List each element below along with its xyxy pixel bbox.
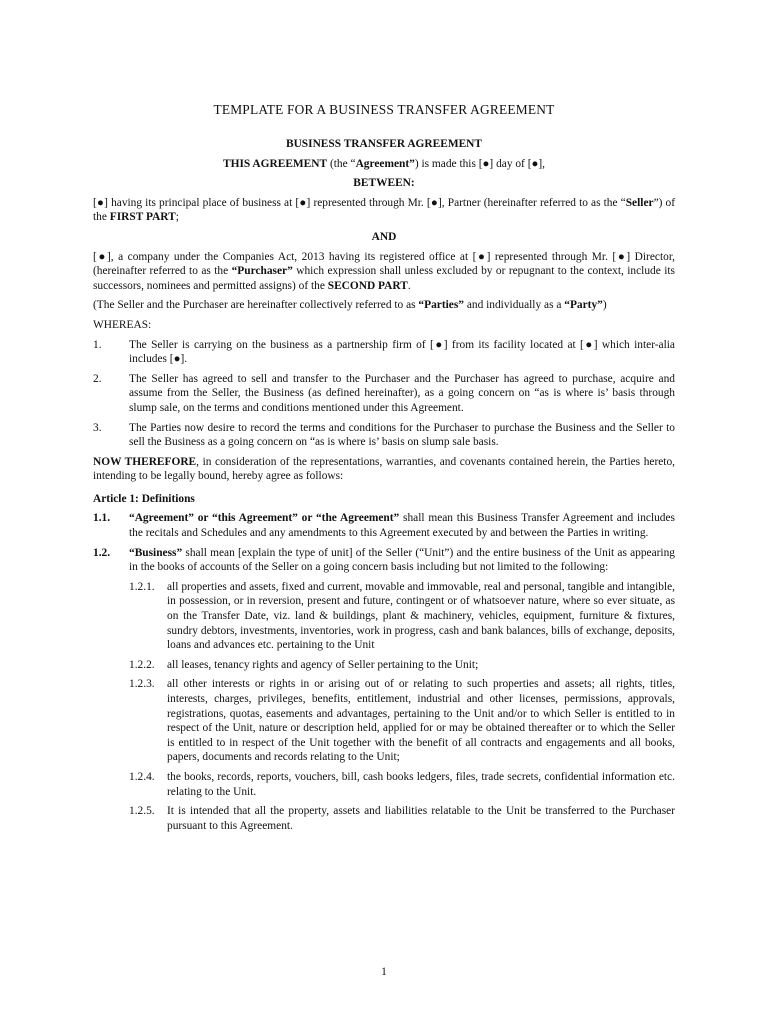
intro-date-text: ) is made this [●] day of [●],	[414, 157, 546, 170]
sub-item-number: 1.2.5.	[129, 805, 155, 818]
purchaser-text-2: which expression shall unless excluded by or repugnant to the context, include its successors, nominees and permitted assigns) of the	[93, 265, 675, 292]
party-term: “Party”	[564, 299, 603, 312]
parties-text-2: and individually as a	[463, 299, 565, 312]
now-therefore-label: NOW THEREFORE	[93, 455, 197, 468]
sub-item	[129, 804, 675, 833]
definition-item	[93, 546, 675, 575]
intro-line	[93, 157, 675, 172]
purchaser-text: , a company under the Companies Act, 2013 having its registered office at [●] represented through Mr. [●] Director, (hereinafter referred to as the	[93, 250, 676, 278]
page-number: 1	[381, 966, 387, 978]
sub-item	[129, 677, 675, 765]
intro-text: (the “	[327, 157, 356, 170]
this-agreement-label: THIS AGREEMENT	[222, 157, 328, 170]
sub-item	[129, 658, 675, 673]
seller-text-3: ;	[175, 211, 179, 224]
sub-item-text: all properties and assets, fixed and current, movable and immovable, real and personal, tangible and intangible, in possession, or in reversion, present and future, contingent or of whatsoever nature, where so ever situate, as on the Transfer Date, viz. land & buildings, plant & machinery, vehicles, equipment, furniture & fixtures, sundry debtors, investments, inventories, work in progress, cash and bank balances, bills of exchange, deposits, loans and advances etc. pertaining to the Unit	[167, 580, 675, 652]
now-therefore-paragraph	[93, 455, 675, 484]
recital-number: 2.	[93, 372, 102, 385]
definition-item	[93, 511, 675, 540]
document-title: TEMPLATE FOR A BUSINESS TRANSFER AGREEMENT	[213, 102, 555, 117]
recital-text: The Seller has agreed to sell and transfer to the Purchaser and the Purchaser has agreed to purchase, acquire and assume from the Seller, the Business (as defined hereinafter), as a going concern on “as is where is’ basis through slump sale, on the terms and conditions mentioned under this Agreement.	[129, 372, 675, 414]
second-part-term: SECOND PART	[327, 279, 408, 292]
parties-paragraph	[93, 298, 675, 313]
purchaser-term: “Purchaser”	[231, 265, 293, 278]
and-heading: AND	[371, 230, 397, 243]
sub-item-number: 1.2.1.	[129, 580, 155, 593]
seller-text-2: ”) of the	[93, 196, 676, 224]
recital-item	[93, 338, 675, 367]
seller-text: [●] having its principal place of business at [●] represented through Mr. [●], Partner (hereinafter referred to as the “	[93, 196, 626, 209]
sub-item-text: the books, records, reports, vouchers, bill, cash books ledgers, files, trade secrets, confidential information etc. relating to the Unit.	[167, 770, 675, 798]
definition-number: 1.1.	[93, 512, 111, 525]
now-therefore-text: , in consideration of the representations, warranties, and covenants contained herein, the Parties hereto, intending to be legally bound, hereby agree as follows:	[93, 455, 675, 483]
article-heading: Article 1: Definitions	[93, 492, 195, 505]
purchaser-placeholder: [●]	[93, 250, 111, 263]
recital-number: 3.	[93, 421, 102, 434]
seller-paragraph	[93, 196, 675, 225]
definition-text	[129, 546, 675, 575]
recital-item	[93, 372, 675, 416]
first-part-term: FIRST PART	[109, 211, 176, 224]
definition-term: “Agreement” or “this Agreement” or “the Agreement”	[129, 512, 400, 525]
sub-item-text: all other interests or rights in or arising out of or relating to such properties and assets; all rights, titles, interests, charges, privileges, benefits, entitlement, industrial and other licenses, permissions, approvals, registrations, quotas, easements and advantages, pertaining to the Unit and/or to which Seller is entitled to in respect of the Unit, nature or description held, applied for or may be obtained thereafter or to which the Seller is entitled to in respect of the Unit together with the benefit of all contracts and engagements and all books, papers, documents and records relating to the Unit;	[167, 678, 675, 764]
sub-item-number: 1.2.3.	[129, 678, 155, 691]
purchaser-text-3: .	[407, 279, 411, 292]
sub-item	[129, 770, 675, 799]
sub-item-number: 1.2.4.	[129, 770, 155, 783]
agreement-term: Agreement”	[355, 157, 415, 170]
definition-body: shall mean [explain the type of unit] of the Seller (“Unit”) and the entire business of the Unit as appearing in the books of accounts of the Seller on a going concern basis including but not limited to the following:	[129, 546, 675, 574]
definition-body: shall mean this Business Transfer Agreement and includes the recitals and Schedules and any amendments to this Agreement executed by and between the Parties in writing.	[129, 512, 675, 540]
sub-item-number: 1.2.2.	[129, 658, 155, 671]
parties-text: (The Seller and the Purchaser are hereinafter collectively referred to as	[93, 299, 419, 312]
recital-text: The Seller is carrying on the business as a partnership firm of [●] from its facility located at [●] which inter-alia includes [●].	[129, 338, 675, 366]
sub-item-text: It is intended that all the property, assets and liabilities relatable to the Unit be transferred to the Purchaser pursuant to this Agreement.	[167, 805, 675, 832]
sub-item	[129, 580, 675, 653]
recital-item	[93, 421, 675, 450]
definition-number: 1.2.	[93, 546, 111, 559]
between-heading: BETWEEN:	[353, 177, 415, 190]
whereas-heading: WHEREAS:	[93, 318, 152, 331]
definition-text	[129, 511, 675, 540]
seller-term: Seller	[625, 196, 654, 209]
recital-number: 1.	[93, 338, 102, 351]
purchaser-paragraph	[93, 250, 675, 294]
parties-term: “Parties”	[418, 299, 464, 312]
definition-term: “Business”	[129, 546, 183, 559]
recital-text: The Parties now desire to record the terms and conditions for the Purchaser to purchase the Business and the Seller to sell the Business as a going concern on “as is where is’ basis on slump sale basis.	[129, 421, 675, 449]
agreement-heading: BUSINESS TRANSFER AGREEMENT	[285, 138, 482, 150]
sub-item-text: all leases, tenancy rights and agency of Seller pertaining to the Unit;	[167, 658, 479, 671]
parties-text-3: )	[602, 299, 607, 312]
